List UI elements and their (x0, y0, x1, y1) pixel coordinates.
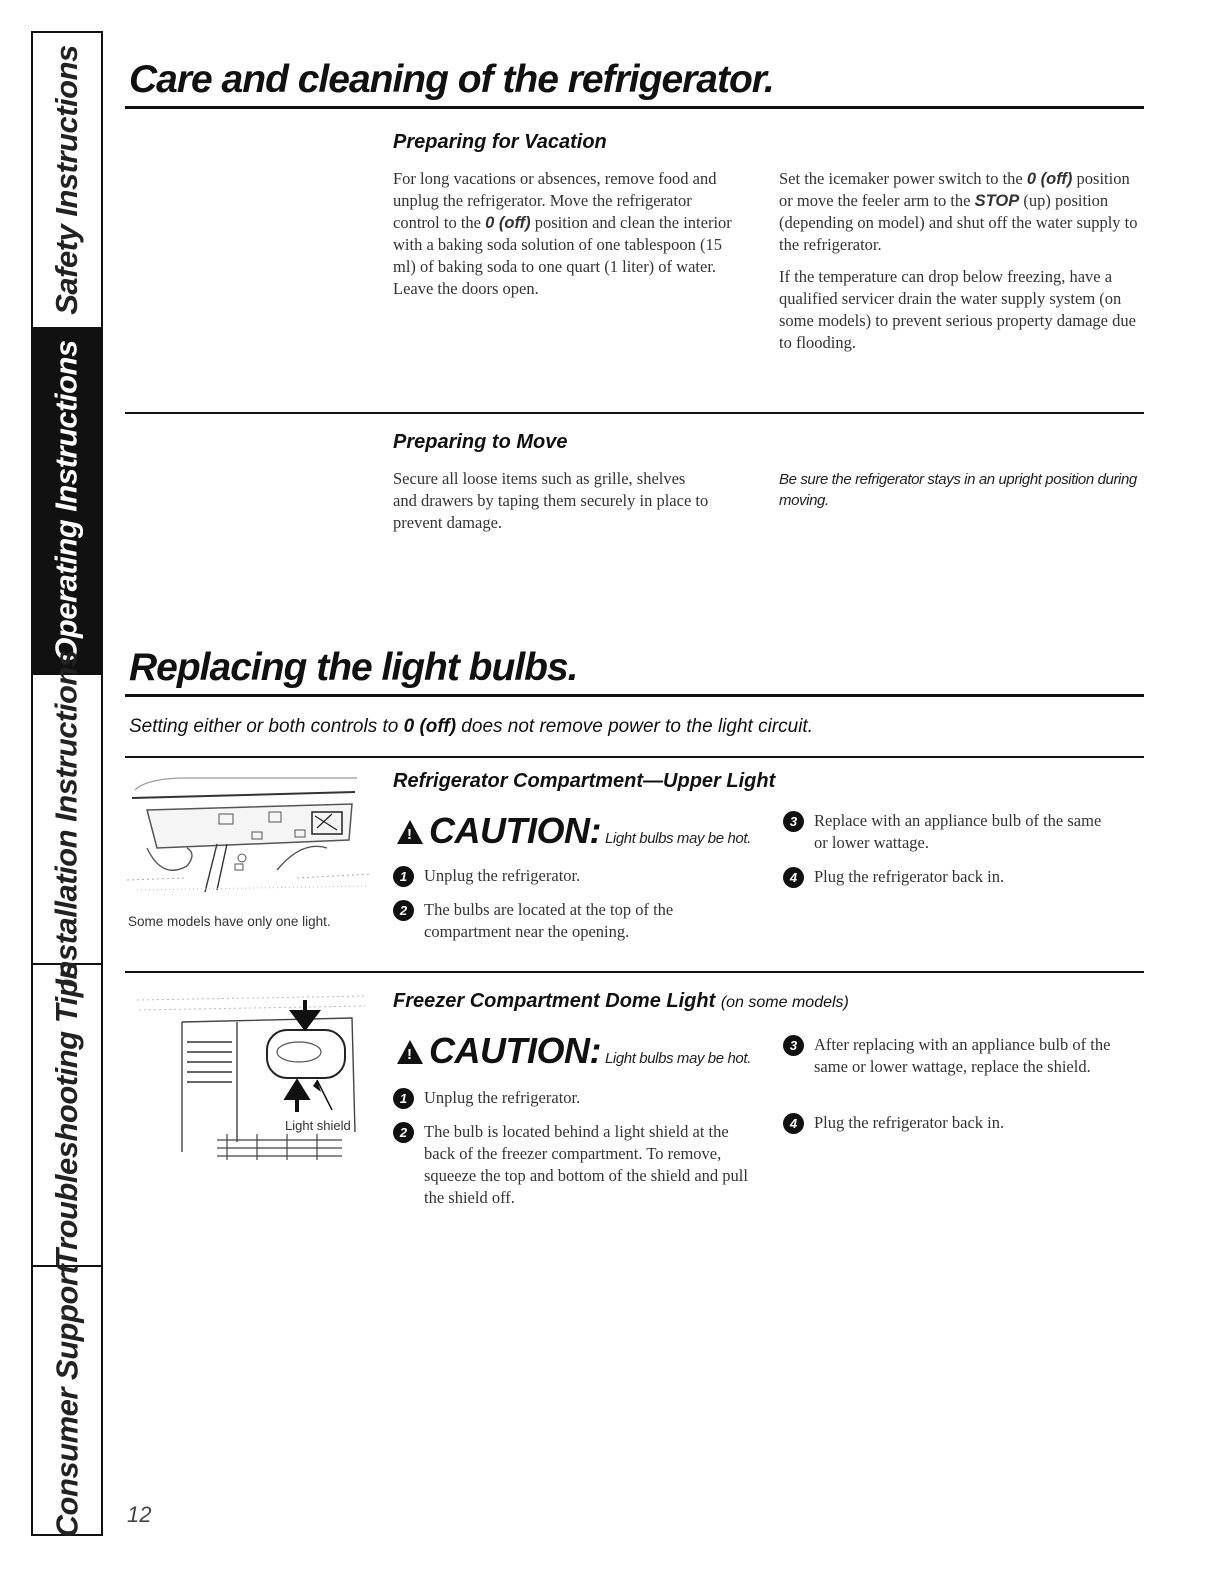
upper-step-1: 1 Unplug the refrigerator. (393, 865, 753, 887)
freezer-caution: ! CAUTION: Light bulbs may be hot. (397, 1030, 751, 1072)
freezer-step-3: 3 After replacing with an appliance bulb of the same or lower wattage, replace the shield. (783, 1034, 1128, 1078)
freezer-light-heading: Freezer Compartment Dome Light (on some models) (393, 990, 849, 1012)
title-rule (125, 694, 1144, 697)
care-section-title: Care and cleaning of the refrigerator. (129, 58, 774, 101)
upper-caution: ! CAUTION: Light bulbs may be hot. (397, 810, 751, 852)
upper-step-3: 3 Replace with an appliance bulb of the same or lower wattage. (783, 810, 1113, 854)
bulbs-section-title: Replacing the light bulbs. (129, 646, 578, 689)
bulbs-intro: Setting either or both controls to 0 (off) does not remove power to the light circuit. (129, 716, 813, 737)
move-heading: Preparing to Move (393, 431, 568, 453)
light-shield-label: Light shield (285, 1118, 351, 1133)
section-divider (125, 971, 1144, 973)
section-tabs (31, 31, 103, 1536)
warning-icon (397, 820, 423, 844)
freezer-step-2: 2 The bulb is located behind a light shield at the back of the freezer compartment. To remove, squeeze the top and bottom of the shield and pull the shield off. (393, 1121, 753, 1209)
upper-step-2: 2 The bulbs are located at the top of the compartment near the opening. (393, 899, 753, 943)
warning-icon (397, 1040, 423, 1064)
upper-step-4: 4 Plug the refrigerator back in. (783, 866, 1113, 888)
freezer-light-illustration (127, 982, 372, 1162)
section-divider (125, 756, 1144, 758)
page-number: 12 (127, 1502, 152, 1527)
tab-operating-instructions[interactable]: Operating Instructions (33, 329, 101, 675)
freezer-step-4: 4 Plug the refrigerator back in. (783, 1112, 1128, 1134)
upper-light-heading: Refrigerator Compartment—Upper Light (393, 770, 776, 792)
title-rule (125, 106, 1144, 109)
vacation-right-text: Set the icemaker power switch to the 0 (off) position or move the feeler arm to the STOP (up) position (depending on model) and shut off the water supply to the refrigerator. If the temperature can drop below freezing, have a qualified servicer drain the water supply system (on some models) to prevent serious property damage due to flooding. (779, 169, 1138, 352)
tab-installation-instructions[interactable]: Installation Instructions (33, 675, 101, 965)
tab-safety-instructions[interactable]: Safety Instructions (33, 33, 101, 329)
freezer-step-1: 1 Unplug the refrigerator. (393, 1087, 753, 1109)
vacation-heading: Preparing for Vacation (393, 131, 607, 153)
move-left-text: Secure all loose items such as grille, shelves and drawers by taping them securely in place to prevent damage. (393, 469, 709, 532)
tab-consumer-support[interactable]: Consumer Support (49, 1264, 85, 1537)
vacation-left-text: For long vacations or absences, remove food and unplug the refrigerator. Move the refrigerator control to the 0 (off) position and clean the interior with a baking soda solution of one tablespoon (15 ml) of baking soda to one quart (1 liter) of water. Leave the doors open. (393, 169, 732, 298)
upper-light-illustration (127, 770, 372, 900)
tab-troubleshooting-tips[interactable]: Troubleshooting Tips (33, 965, 101, 1267)
section-divider (125, 412, 1144, 414)
move-right-note: Be sure the refrigerator stays in an upright position during moving. (779, 471, 1137, 509)
upper-illustration-caption: Some models have only one light. (128, 914, 331, 929)
